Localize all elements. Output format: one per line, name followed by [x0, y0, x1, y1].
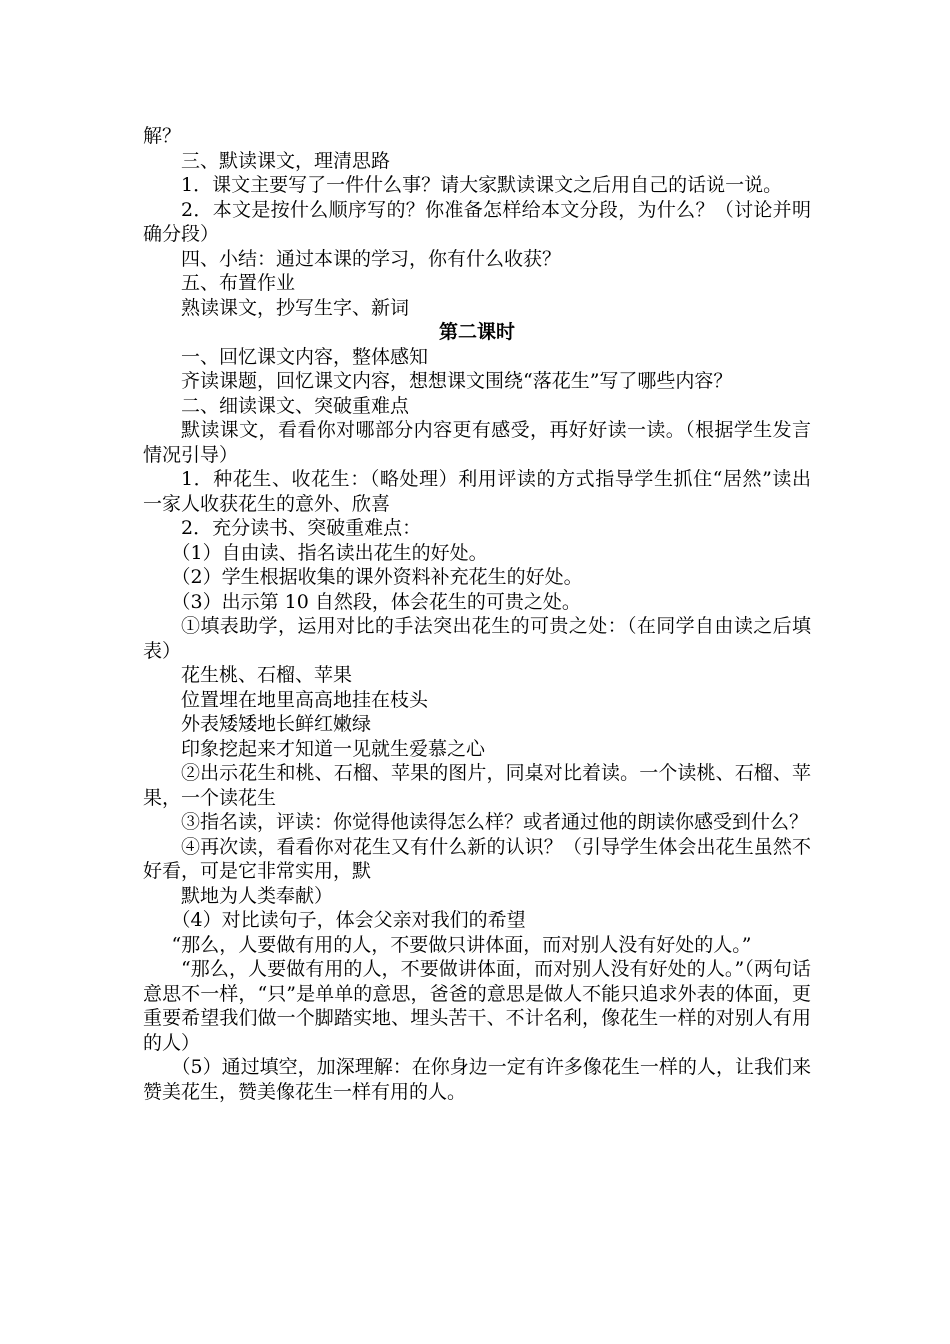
- table-line-impression: 印象挖起来才知道一见就生爱慕之心: [181, 737, 486, 760]
- document-page: [143, 124, 811, 1104]
- section-heading-silent-reading: 三、默读课文，理清思路: [181, 149, 391, 172]
- section-heading-close-reading: 二、细读课文、突破重难点: [181, 394, 410, 417]
- paragraph-point-1: 1．种花生、收花生：（略处理）利用评读的方式指导学生抓住“居然”读出一家人收获花生的意外、欣喜: [143, 468, 811, 515]
- paragraph-continuation: 解？: [143, 125, 182, 147]
- section-heading-review: 一、回忆课文内容，整体感知: [181, 345, 429, 368]
- table-line-appearance: 外表矮矮地长鲜红嫩绿: [181, 713, 372, 735]
- paragraph-homework: 熟读课文，抄写生字、新词: [181, 296, 410, 319]
- quote-sentence-2: “那么，人要做有用的人，不要做讲体面，而对别人没有好处的人。”（两句话意思不一样，“只”是单单的意思，爸爸的意思是做人不能只追求外表的体面，更重要希望我们做一个脚踏实地、埋头苦干、不计名利，像花生一样的对别人有用的人）: [143, 958, 811, 1054]
- paragraph-circled-4-continued: 默地为人类奉献）: [181, 884, 334, 907]
- paragraph-circled-3: ③指名读，评读：你觉得他读得怎么样？或者通过他的朗读你感受到什么？: [181, 811, 809, 833]
- paragraph-sub-4: （4）对比读句子，体会父亲对我们的希望: [171, 909, 526, 931]
- paragraph-review: 齐读课题，回忆课文内容，想想课文围绕“落花生”写了哪些内容？: [181, 370, 733, 392]
- paragraph-question-2: 2．本文是按什么顺序写的？你准备怎样给本文分段，为什么？（讨论并明确分段）: [143, 198, 811, 245]
- paragraph-circled-4: ④再次读，看看你对花生又有什么新的认识？（引导学生体会出花生虽然不好看，可是它非常实用，默: [143, 835, 811, 882]
- paragraph-silent-read: 默读课文，看看你对哪部分内容更有感受，再好好读一读。（根据学生发言情况引导）: [143, 419, 811, 466]
- paragraph-point-2: 2．充分读书、突破重难点：: [181, 517, 422, 539]
- paragraph-sub-3: （3）出示第 10 自然段，体会花生的可贵之处。: [171, 590, 581, 613]
- quote-sentence-1: “那么，人要做有用的人，不要做只讲体面，而对别人没有好处的人。”: [171, 933, 752, 956]
- section-heading-summary: 四、小结：通过本课的学习，你有什么收获？: [181, 247, 562, 270]
- paragraph-circled-2: ②出示花生和桃、石榴、苹果的图片，同桌对比着读。一个读桃、石榴、苹果，一个读花生: [143, 762, 811, 809]
- paragraph-sub-1: （1）自由读、指名读出花生的好处。: [171, 541, 488, 564]
- paragraph-circled-1: ①填表助学，运用对比的手法突出花生的可贵之处：（在同学自由读之后填表）: [143, 615, 811, 662]
- table-line-position: 位置埋在地里高高地挂在枝头: [181, 688, 429, 711]
- table-line-header: 花生桃、石榴、苹果: [181, 664, 353, 686]
- lesson-heading: 第二课时: [438, 321, 515, 343]
- section-heading-homework: 五、布置作业: [181, 272, 296, 294]
- paragraph-sub-2: （2）学生根据收集的课外资料补充花生的好处。: [171, 566, 583, 588]
- paragraph-question-1: 1．课文主要写了一件什么事？请大家默读课文之后用自己的话说一说。: [181, 174, 783, 196]
- paragraph-sub-5: （5）通过填空，加深理解：在你身边一定有许多像花生一样的人，让我们来赞美花生，赞美像花生一样有用的人。: [143, 1056, 811, 1103]
